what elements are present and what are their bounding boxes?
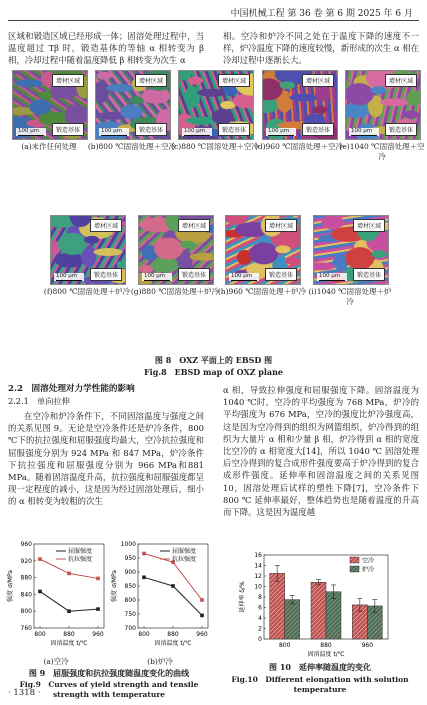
data-point xyxy=(142,576,146,580)
label-forged-matrix: 锻造基体 xyxy=(178,268,210,281)
data-point xyxy=(200,614,204,618)
label-forged-matrix: 锻造基体 xyxy=(302,123,334,136)
y-tick-label: 12 xyxy=(254,573,262,580)
y-tick-label: 750 xyxy=(124,611,136,618)
ebsd-subcaption: (d)960 ℃固溶处理＋空冷 xyxy=(254,142,344,151)
ebsd-panel xyxy=(95,70,171,140)
label-additive-region: 增材区域 xyxy=(385,74,417,87)
scale-bar: 100 μm xyxy=(266,128,296,137)
body-text-top-right: 相。空冷和炉冷不同之处在于温度下降的速度不一样，炉冷温度下降的速度较慢，新形成的次生 α 相在冷却过程中逐渐长大。 xyxy=(223,31,419,66)
running-header: 中国机械工程 第 36 卷 第 6 期 2025 年 6 月 xyxy=(230,9,413,19)
body-text-left: 在空冷和炉冷条件下，不同固溶温度与强度之间的关系见图 9。无论是空冷条件还是炉冷条件，800 ℃下的抗拉强度和屈服强度均最大，空冷抗拉强度和屈服强度分别为 924 MPa 和 847 MPa，炉冷条件下抗拉强度和屈服强度分别为 966 MPa和881 MPa。随着固溶温度升高，抗拉强度和屈服强度都呈现一定程度的减小，这是因为经过固溶处理后，细小的 α 相转变为较粗的次生 xyxy=(8,411,204,507)
label-additive-region: 增材区域 xyxy=(52,74,84,87)
x-axis-label: 固溶温度 t/℃ xyxy=(307,651,345,658)
y-tick-label: 960 xyxy=(20,541,32,548)
scale-bar: 100 μm xyxy=(182,128,212,137)
label-additive-region: 增材区域 xyxy=(178,219,210,232)
y-tick-label: 0 xyxy=(258,636,262,643)
label-additive-region: 增材区域 xyxy=(218,74,250,87)
legend-label: 空冷 xyxy=(362,557,375,565)
y-tick-label: 900 xyxy=(124,569,136,576)
label-additive-region: 增材区域 xyxy=(135,74,167,87)
scale-bar: 100 μm xyxy=(142,273,172,282)
y-tick-label: 4 xyxy=(258,615,262,622)
series-line xyxy=(144,577,202,615)
ebsd-panel xyxy=(178,70,254,140)
fig9b-chart xyxy=(108,538,212,648)
ebsd-panel xyxy=(313,215,389,285)
label-forged-matrix: 锻造基体 xyxy=(385,123,417,136)
body-text-right: α 相，导致拉伸强度和屈服强度下降。固溶温度为 1040 ℃时，空冷的平均强度为 768 MPa，炉冷的平均强度为 676 MPa，空冷的强度比炉冷强度高，这是因为空冷得到的组织为网篮组织，炉冷得到的组织为大量片 α 相和少量 β 相，炉冷得到 α 相的宽度比空冷的 α 相宽度大[14]，所以 1040 ℃ 固溶处理后空冷得到的复合成形件强度要高于炉冷得到的复合成形件强度。延伸率和固溶温度之间的关系见图 10，固溶处理后试样的塑性下降[7]，空冷条件下 800 ℃ 延伸率最好，整体趋势也是随着温度的升高而下降。这是因为温度越 xyxy=(223,385,419,518)
y-tick-label: 880 xyxy=(20,574,32,582)
y-tick-label: 950 xyxy=(124,555,136,562)
ebsd-subcaption: (b)800 ℃固溶处理＋空冷 xyxy=(87,142,177,151)
x-tick-label: 800 xyxy=(278,642,291,649)
y-axis-label: 强度 σ/MPa xyxy=(7,570,14,602)
fig8-caption-cn: 图 8 OXZ 平面上的 EBSD 图 xyxy=(154,355,273,365)
ebsd-panel xyxy=(262,70,338,140)
ebsd-subcaption: (g)880 ℃固溶处理＋炉冷 xyxy=(130,287,220,296)
y-tick-label: 10 xyxy=(254,583,262,591)
label-forged-matrix: 锻造基体 xyxy=(353,268,385,281)
data-point xyxy=(96,607,100,611)
header-rule xyxy=(8,20,419,21)
x-tick-label: 960 xyxy=(361,642,374,649)
x-tick-label: 960 xyxy=(92,631,104,638)
fig10-chart xyxy=(238,549,398,659)
ebsd-subcaption: (a)未作任何处理 xyxy=(21,142,77,151)
legend-label: 抗拉强度 xyxy=(172,556,197,563)
x-tick-label: 880 xyxy=(63,631,75,638)
data-point xyxy=(96,577,100,581)
x-tick-label: 880 xyxy=(167,631,179,638)
ebsd-subcaption: (i)1040 ℃固溶处理＋炉冷 xyxy=(308,287,392,306)
data-point xyxy=(67,609,71,613)
fig9b-subcaption: (b)炉冷 xyxy=(147,657,173,666)
label-additive-region: 增材区域 xyxy=(302,74,334,87)
subsection-heading: 2.2.1 单向拉伸 xyxy=(8,396,70,406)
scale-bar: 100 μm xyxy=(349,128,379,137)
scale-bar: 100 μm xyxy=(229,273,259,282)
bar xyxy=(270,573,285,639)
y-tick-label: 800 xyxy=(124,597,136,604)
label-forged-matrix: 锻造基体 xyxy=(218,123,250,136)
ebsd-panel xyxy=(50,215,126,285)
bar xyxy=(311,582,326,639)
y-tick-label: 6 xyxy=(258,604,262,612)
y-tick-label: 16 xyxy=(254,552,262,559)
ebsd-panel xyxy=(345,70,421,140)
data-point xyxy=(171,584,175,588)
y-tick-label: 850 xyxy=(124,583,136,590)
y-tick-label: 840 xyxy=(20,591,32,599)
x-tick-label: 800 xyxy=(34,631,46,638)
section-heading: 2.2 固溶处理对力学性能的影响 xyxy=(8,384,135,394)
fig10-caption-en: Fig.10 Different elongation with solution temperature xyxy=(231,675,409,694)
y-tick-label: 760 xyxy=(20,625,32,632)
ebsd-subcaption: (h)960 ℃固溶处理＋炉冷 xyxy=(217,287,307,296)
data-point xyxy=(200,598,204,602)
bar xyxy=(285,600,300,639)
body-text-top-left: 区域和锻造区域已经形成一体；固溶处理过程中，当温度超过 Tβ 时，锻造基体的等轴 α 相转变为 β 相，冷却过程中随着温度降低 β 相转变为次生 α xyxy=(8,31,204,66)
label-additive-region: 增材区域 xyxy=(353,219,385,232)
x-tick-label: 880 xyxy=(320,642,332,649)
y-tick-label: 8 xyxy=(258,594,262,601)
fig8-caption-en: Fig.8 EBSD map of OXZ plane xyxy=(144,367,283,377)
series-line xyxy=(40,591,98,611)
fig9a-subcaption: (a)空冷 xyxy=(43,657,69,666)
scale-bar: 100 μm xyxy=(16,128,46,137)
y-axis-label: 强度 σ/MPa xyxy=(111,570,118,602)
y-tick-label: 920 xyxy=(20,557,32,565)
fig9-caption-cn: 图 9 屈服强度和抗拉强度随温度变化的曲线 xyxy=(28,668,190,678)
y-tick-label: 1000 xyxy=(120,541,136,548)
label-forged-matrix: 锻造基体 xyxy=(90,268,122,281)
ebsd-panel xyxy=(12,70,88,140)
label-forged-matrix: 锻造基体 xyxy=(52,123,84,136)
label-forged-matrix: 锻造基体 xyxy=(135,123,167,136)
y-axis-label: 延伸率 δ/% xyxy=(239,581,246,613)
x-axis-label: 固溶温度 t/℃ xyxy=(50,640,88,647)
legend-label: 抗拉强度 xyxy=(68,556,93,563)
ebsd-panel xyxy=(225,215,301,285)
ebsd-subcaption: (c)880 ℃固溶处理＋空冷 xyxy=(171,142,259,151)
data-point xyxy=(38,557,42,561)
legend-swatch xyxy=(350,557,359,563)
data-point xyxy=(142,552,146,556)
y-tick-label: 2 xyxy=(258,625,262,633)
scale-bar: 100 μm xyxy=(317,273,347,282)
legend-label: 炉冷 xyxy=(362,566,375,574)
scale-bar: 100 μm xyxy=(54,273,84,282)
y-tick-label: 14 xyxy=(254,562,262,570)
x-axis-label: 固溶温度 t/℃ xyxy=(154,640,192,647)
x-tick-label: 800 xyxy=(138,631,150,638)
scale-bar: 100 μm xyxy=(99,128,129,137)
label-additive-region: 增材区域 xyxy=(265,219,297,232)
ebsd-subcaption: (e)1040 ℃固溶处理＋空冷 xyxy=(339,142,425,161)
y-tick-label: 800 xyxy=(20,608,32,616)
ebsd-panel xyxy=(138,215,214,285)
legend-swatch xyxy=(350,566,359,572)
fig9a-chart xyxy=(4,538,108,648)
label-forged-matrix: 锻造基体 xyxy=(265,268,297,281)
y-tick-label: 700 xyxy=(124,625,136,632)
legend-label: 屈服强度 xyxy=(172,548,197,555)
data-point xyxy=(67,572,71,576)
ebsd-subcaption: (f)800 ℃固溶处理＋炉冷 xyxy=(43,287,131,296)
legend-label: 屈服强度 xyxy=(68,548,93,555)
label-additive-region: 增材区域 xyxy=(90,219,122,232)
fig10-caption-cn: 图 10 延伸率随温度的变化 xyxy=(269,662,371,672)
page-number: · 1318 · xyxy=(8,688,41,698)
data-point xyxy=(38,590,42,594)
x-tick-label: 960 xyxy=(196,631,208,638)
fig9-caption-en: Fig.9 Curves of yield strength and tensile strength with temperature xyxy=(19,680,199,699)
